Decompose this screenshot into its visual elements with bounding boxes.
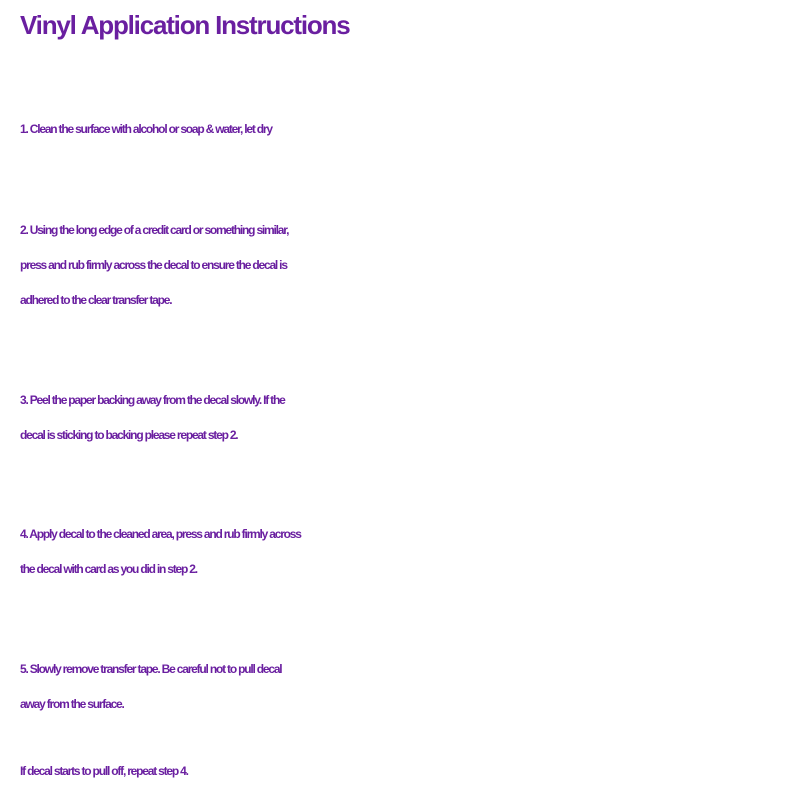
page-title: Vinyl Application Instructions [20,10,350,40]
step-3-line-1: 3. Peel the paper backing away from the decal slowly. If the [20,393,285,407]
step-2 [20,213,780,318]
step-4 [20,517,780,587]
step-1-line-1: 1. Clean the surface with alcohol or soap & water, let dry [20,122,272,136]
step-5-line-2: away from the surface. [20,697,124,711]
step-5 [20,652,780,722]
step-3-line-2: decal is sticking to backing please repeat step 2. [20,428,238,442]
step-2-line-3: adhered to the clear transfer tape. [20,293,172,307]
repeat-note-text: If decal starts to pull off, repeat step 4. [20,764,188,778]
step-3 [20,383,780,453]
instructions-document [20,0,780,794]
step-4-line-1: 4. Apply decal to the cleaned area, press and rub firmly across [20,527,301,541]
step-2-line-1: 2. Using the long edge of a credit card or something similar, [20,223,289,237]
repeat-note [20,754,780,789]
step-4-line-2: the decal with card as you did in step 2. [20,562,197,576]
step-5-line-1: 5. Slowly remove transfer tape. Be careful not to pull decal [20,662,282,676]
step-2-line-2: press and rub firmly across the decal to ensure the decal is [20,258,287,272]
step-1 [20,112,780,147]
